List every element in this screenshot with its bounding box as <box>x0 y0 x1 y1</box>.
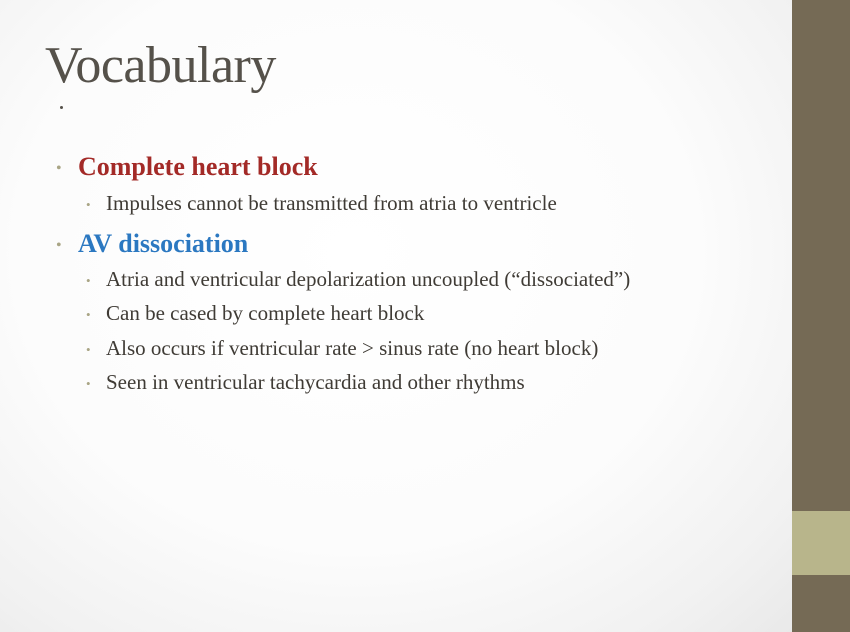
detail-text: Also occurs if ventricular rate > sinus rate (no heart block) <box>106 336 599 360</box>
side-accent-block <box>792 511 850 575</box>
term-complete-heart-block: Complete heart block <box>78 152 318 181</box>
slide-title: Vocabulary <box>45 37 276 94</box>
bullet-dot-icon: • <box>56 237 62 254</box>
bullet-dot-icon: • <box>86 342 91 357</box>
bullet-dot-icon: • <box>86 376 91 391</box>
detail-text: Can be cased by complete heart block <box>106 301 425 325</box>
bullet-dot-icon: • <box>86 197 91 212</box>
title-dot <box>60 106 63 109</box>
bullet-dot-icon: • <box>86 307 91 322</box>
detail-text: Atria and ventricular depolarization uncoupled (“dissociated”) <box>106 267 631 291</box>
bullet-dot-icon: • <box>86 273 91 288</box>
term-av-dissociation: AV dissociation <box>78 229 249 258</box>
detail-text: Impulses cannot be transmitted from atria to ventricle <box>106 191 557 215</box>
detail-text: Seen in ventricular tachycardia and other rhythms <box>106 370 525 394</box>
bullet-dot-icon: • <box>56 160 62 177</box>
